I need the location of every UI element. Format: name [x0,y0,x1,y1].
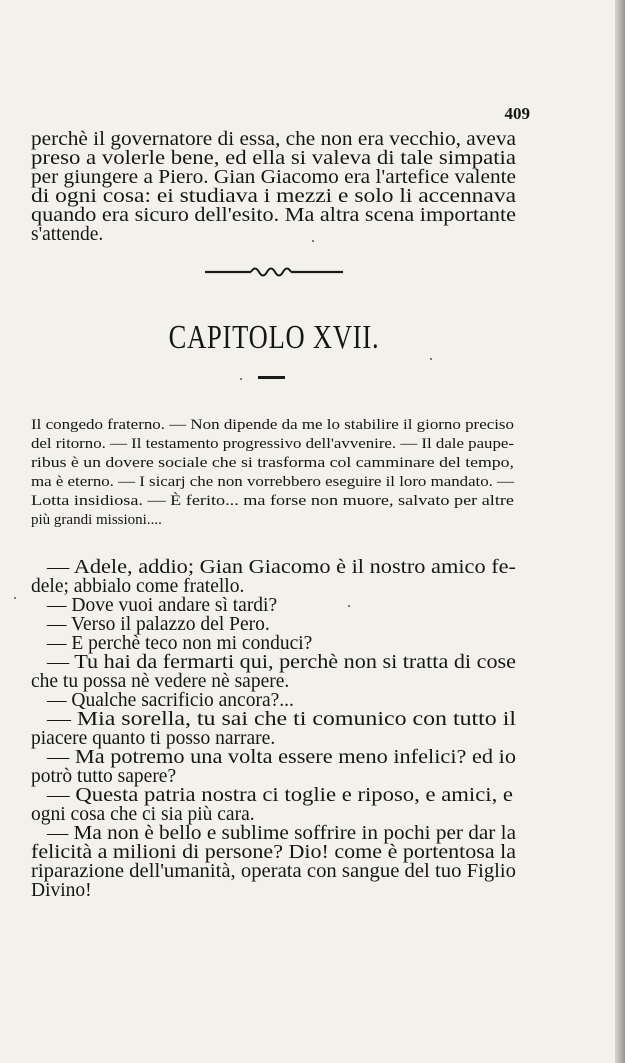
print-speck [14,597,16,599]
page-edge-shadow [615,0,625,1063]
print-speck [348,605,350,607]
print-speck [430,358,432,360]
chapter-divider [258,376,285,379]
chapter-title: CAPITOLO XVII. [168,319,380,356]
ornament-divider-icon [205,263,343,279]
print-speck [312,240,314,242]
page-number: 409 [504,104,530,123]
print-speck [240,378,242,380]
